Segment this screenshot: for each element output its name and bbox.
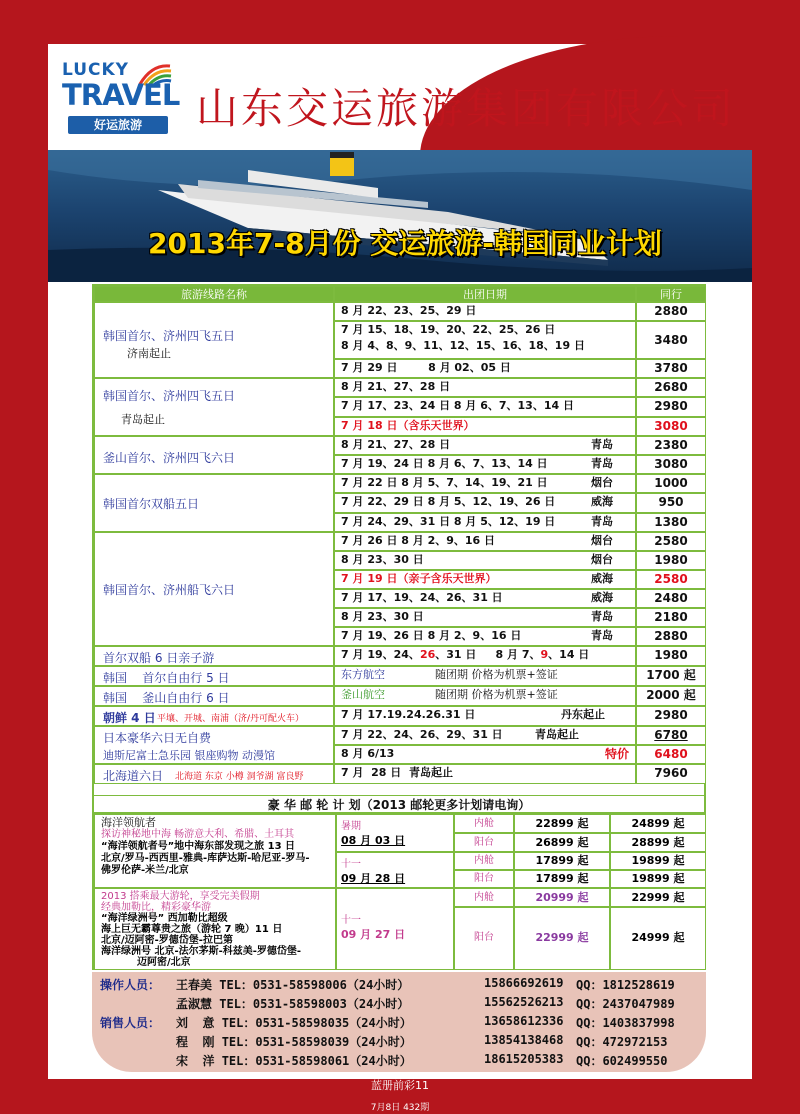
cruise-price-cell: 17899 起: [514, 852, 610, 870]
date-cell: 7 月 24、29、31 日 8 月 5、12、19 日 青岛: [334, 513, 636, 532]
cruise-season-cell: 十一 09 月 27 日: [336, 888, 454, 970]
date-cell: 8 月 22、23、25、29 日: [334, 302, 636, 321]
route-cell: 韩国首尔、济州四飞五日 青岛起止: [94, 378, 334, 436]
contacts-panel: 操作人员： 销售人员： 王春美 TEL：0531-58598006（24小时） 15866692619 QQ：1812528619 孟淑慧 TEL：0531-58598003（24小时） 15562526213 QQ：2437047989 刘 意 TEL：0531-58598035（24小时） 13658612336 QQ：1403837998 程 刚 TEL：0531-58598039（24小时） 13854138468 QQ：472972153 宋 洋 TEL：0531-58598061（24小时） 18615205383 QQ：602499550: [92, 972, 706, 1072]
date-cell: 7 月 19 日（亲子含乐天世界） 威海: [334, 570, 636, 589]
price-cell: 950: [636, 493, 706, 513]
header-route: 旅游线路名称: [94, 286, 334, 302]
cruise-block-navigator: 海洋领航者 探访神秘地中海 畅游意大利、希腊、土耳其 “海洋领航者号”地中海东部发现之旅 13 日 北京/罗马-西西里-雅典-库萨达斯-哈尼亚-罗马- 佛罗伦萨-米兰/北京: [94, 814, 336, 888]
cruise-price-cell: 19899 起: [610, 870, 706, 888]
route-cell: 朝鲜 4 日 平壤、开城、南浦（济/丹可配火车）: [94, 706, 334, 726]
route-cell: 釜山首尔、济州四飞六日: [94, 436, 334, 474]
date-cell: 8 月 23、30 日 烟台: [334, 551, 636, 570]
date-cell: 7 月 22、24、26、29、31 日 青岛起止: [334, 726, 636, 745]
price-cell: 3780: [636, 359, 706, 378]
price-cell: 2380: [636, 436, 706, 455]
cruise-price-cell: 24999 起: [610, 907, 706, 970]
date-cell: 7 月 22 日 8 月 5、7、14、19、21 日 烟台: [334, 474, 636, 493]
special-price-badge: 特价: [605, 747, 630, 761]
cruise-section-title: 豪 华 邮 轮 计 划（2013 邮轮更多计划请电询）: [92, 796, 706, 812]
date-cell: 7 月 19、24、26、31 日 8 月 7、9、14 日: [334, 646, 636, 666]
date-cell: 8 月 21、27、28 日: [334, 378, 636, 397]
cruise-season-cell: 暑期 08 月 03 日: [336, 814, 454, 852]
route-cell: 韩国首尔、济州四飞五日 济南起止: [94, 302, 334, 378]
date-cell: 7 月 19、26 日 8 月 2、9、16 日 青岛: [334, 627, 636, 646]
route-cell: 韩国 首尔自由行 5 日: [94, 666, 334, 686]
date-cell: 8 月 21、27、28 日 青岛: [334, 436, 636, 455]
cruise-price-cell: 24899 起: [610, 814, 706, 833]
price-cell: 2980: [636, 397, 706, 417]
route-cell: 韩国首尔双船五日: [94, 474, 334, 532]
date-cell: 8 月 23、30 日 青岛: [334, 608, 636, 627]
cruise-price-cell: 22999 起: [514, 907, 610, 970]
price-cell: 2180: [636, 608, 706, 627]
date-cell: 8 月 6/13 特价: [334, 745, 636, 764]
price-cell: 1700 起: [636, 666, 706, 686]
cruise-price-cell: 22999 起: [610, 888, 706, 907]
cruise-price-cell: 19899 起: [610, 852, 706, 870]
date-cell: 7 月 18 日（含乐天世界）: [334, 417, 636, 436]
route-cell: 日本豪华六日无自费 迪斯尼富士急乐园 银座购物 动漫馆: [94, 726, 334, 764]
date-cell: 7 月 15、18、19、20、22、25、26 日 8 月 4、8、9、11、12、15、16、18、19 日: [334, 321, 636, 359]
price-cell: 2000 起: [636, 686, 706, 706]
price-cell: 2580: [636, 532, 706, 551]
price-cell: 2480: [636, 589, 706, 608]
date-cell: 7 月 26 日 8 月 2、9、16 日 烟台: [334, 532, 636, 551]
cruise-price-cell: 20999 起: [514, 888, 610, 907]
date-cell: 东方航空 随团期 价格为机票+签证: [334, 666, 636, 686]
price-cell: 1980: [636, 551, 706, 570]
route-cell: 首尔双船 6 日亲子游: [94, 646, 334, 666]
date-cell: 7 月 17、23、24 日 8 月 6、7、13、14 日: [334, 397, 636, 417]
date-cell: 7 月 17、19、24、26、31 日 威海: [334, 589, 636, 608]
cruise-table: [92, 812, 706, 970]
price-cell: 2980: [636, 706, 706, 726]
price-cell: 1000: [636, 474, 706, 493]
contact-row: 孟淑慧 TEL：0531-58598003（24小时）: [176, 997, 410, 1011]
price-cell: 3080: [636, 455, 706, 474]
price-cell: 1980: [636, 646, 706, 666]
route-cell: 韩国首尔、济州船飞六日: [94, 532, 334, 646]
price-cell: 2680: [636, 378, 706, 397]
route-cell: 韩国 釜山自由行 6 日: [94, 686, 334, 706]
route-cell: 北海道六日 北海道 东京 小樽 洞爷湖 富良野: [94, 764, 334, 784]
contact-row: 王春美 TEL：0531-58598006（24小时）: [176, 978, 410, 992]
sales-label: 销售人员：: [100, 1016, 161, 1030]
header-price: 同行: [636, 286, 706, 302]
cabin-cell: 内舱: [454, 852, 514, 870]
company-name: 山东交运旅游集团有限公司: [196, 84, 737, 133]
contact-row: 宋 洋 TEL：0531-58598061（24小时）: [176, 1054, 412, 1068]
cruise-price-cell: 22899 起: [514, 814, 610, 833]
cabin-cell: 内舱: [454, 888, 514, 907]
cruise-ship-banner: [48, 150, 752, 282]
header-dates: 出团日期: [334, 286, 636, 302]
price-cell: 1380: [636, 513, 706, 532]
cruise-price-cell: 26899 起: [514, 833, 610, 852]
contact-row: 刘 意 TEL：0531-58598035（24小时）: [176, 1016, 412, 1030]
price-cell: 2580: [636, 570, 706, 589]
cabin-cell: 阳台: [454, 833, 514, 852]
cruise-price-cell: 17899 起: [514, 870, 610, 888]
date-cell: 7 月 29 日 8 月 02、05 日: [334, 359, 636, 378]
date-cell: 釜山航空 随团期 价格为机票+签证: [334, 686, 636, 706]
price-cell: 2880: [636, 627, 706, 646]
korea-tour-table: [92, 284, 706, 797]
cabin-cell: 内舱: [454, 814, 514, 833]
date-cell: 7 月 19、24 日 8 月 6、7、13、14 日 青岛: [334, 455, 636, 474]
cabin-cell: 阳台: [454, 870, 514, 888]
price-cell: 6780: [636, 726, 706, 745]
price-cell: 7960: [636, 764, 706, 784]
contact-row: 程 刚 TEL：0531-58598039（24小时）: [176, 1035, 412, 1049]
ops-label: 操作人员：: [100, 978, 161, 992]
date-cell: 7 月 17.19.24.26.31 日 丹东起止: [334, 706, 636, 726]
cruise-block-oasis: 2013 搭乘最大游轮，享受完美假期 经典加勒比，精彩豪华游 “海洋绿洲号” 西加勒比超级 海上巨无霸尊贵之旅（游轮 7 晚）11 日 北京/迈阿密-罗德岱堡-拉巴第 海洋绿洲号 北京-法尔茅斯-科兹美-罗德岱堡- 迈阿密/北京: [94, 888, 336, 970]
cruise-season-cell: 十一 09 月 28 日: [336, 852, 454, 888]
price-cell: 3480: [636, 321, 706, 359]
price-cell: 2880: [636, 302, 706, 321]
cabin-cell: 阳台: [454, 907, 514, 970]
lucky-travel-logo: LUCKY TRAVEL 好运旅游: [62, 60, 180, 132]
footer-date: 7月8日 432期: [370, 1103, 430, 1113]
cruise-price-cell: 28899 起: [610, 833, 706, 852]
date-cell: 7 月 28 日 青岛起止: [334, 764, 636, 784]
date-cell: 7 月 22、29 日 8 月 5、12、19、26 日 威海: [334, 493, 636, 513]
cruise-ship-image: [48, 150, 752, 282]
price-cell: 3080: [636, 417, 706, 436]
price-cell: 6480: [636, 745, 706, 764]
footer-issue: 蓝册前彩11: [371, 1079, 429, 1092]
headline: 2013年7-8月份 交运旅游-韩国同业计划: [148, 227, 662, 260]
